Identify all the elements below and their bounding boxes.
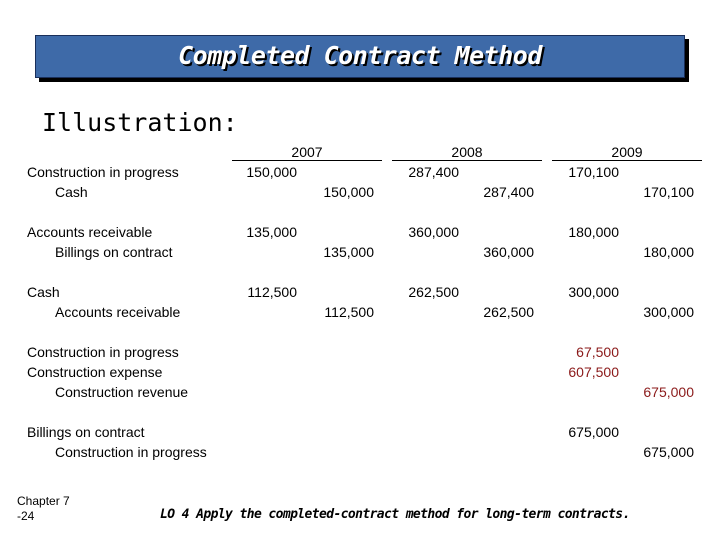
debit-2009: 300,000 [568,284,619,300]
credit-2009: 675,000 [643,384,694,400]
account-label: Construction revenue [55,384,189,400]
account-label: Construction in progress [27,164,179,180]
debit-2008: 287,400 [408,164,459,180]
credit-2007: 112,500 [324,304,374,320]
title-banner [35,35,685,78]
chapter-reference [17,494,70,524]
credit-2008: 287,400 [483,184,534,200]
column-header-2007: 2007 [291,144,323,160]
account-label: Cash [27,284,60,300]
column-rule-2008 [392,160,542,161]
debit-2008: 360,000 [408,224,459,240]
credit-2007: 150,000 [323,184,374,200]
credit-2007: 135,000 [323,244,374,260]
column-header-2009: 2009 [611,144,643,160]
debit-2009: 170,100 [568,164,619,180]
debit-2007: 135,000 [246,224,297,240]
credit-2008: 360,000 [483,244,534,260]
account-label: Cash [55,184,88,200]
chapter-label: Chapter 7 [17,494,70,508]
column-rule-2007 [232,160,382,161]
debit-2007: 112,500 [247,284,297,300]
credit-2009: 180,000 [643,244,694,260]
debit-2009: 180,000 [568,224,619,240]
account-label: Billings on contract [27,424,145,440]
account-label: Construction in progress [55,444,207,460]
account-label: Billings on contract [55,244,173,260]
debit-2008: 262,500 [408,284,459,300]
credit-2009: 675,000 [643,444,694,460]
account-label: Accounts receivable [27,224,153,240]
debit-2007: 150,000 [246,164,297,180]
learning-objective: LO 4 Apply the completed-contract method for long-term contracts. [160,507,630,522]
account-label: Construction in progress [27,344,179,360]
slide-number: -24 [17,509,35,523]
credit-2009: 170,100 [643,184,694,200]
account-label: Construction expense [27,364,163,380]
credit-2008: 262,500 [483,304,534,320]
slide-title: Completed Contract Method [178,41,542,70]
debit-2009: 67,500 [576,344,619,360]
column-header-2008: 2008 [451,144,483,160]
slide-subtitle: Illustration: [42,108,238,137]
debit-2009: 675,000 [568,424,619,440]
debit-2009: 607,500 [568,364,619,380]
credit-2009: 300,000 [643,304,694,320]
column-rule-2009 [552,160,702,161]
account-label: Accounts receivable [55,304,181,320]
